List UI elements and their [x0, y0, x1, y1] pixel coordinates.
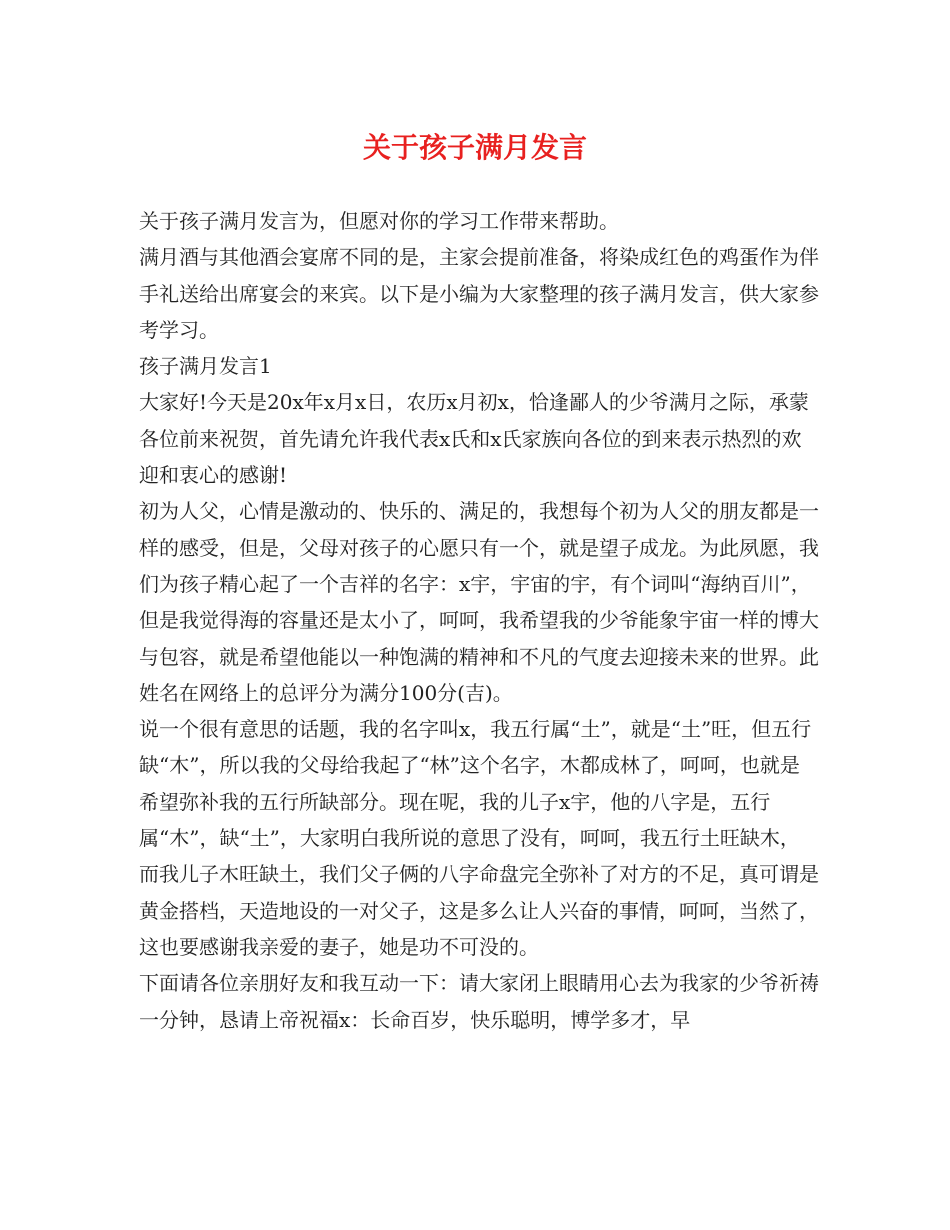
document-body [139, 203, 819, 1038]
document-title: 关于孩子满月发言 [362, 131, 587, 164]
paragraph-interaction: 下面请各位亲朋好友和我互动一下：请大家闭上眼睛用心去为我家的少爷祈祷一分钟，恳请上帝祝福x：长命百岁，快乐聪明，博学多才，早 [139, 971, 819, 1032]
paragraph-naming: 初为人父，心情是激动的、快乐的、满足的，我想每个初为人父的朋友都是一样的感受，但是，父母对孩子的心愿只有一个，就是望子成龙。为此夙愿，我们为孩子精心起了一个吉祥的名字：x宇，宇宙的宇，有个词叫“海纳百川”，但是我觉得海的容量还是太小了，呵呵，我希望我的少爷能象宇宙一样的博大与包容，就是希望他能以一种饱满的精神和不凡的气度去迎接未来的世界。此姓名在网络上的总评分为满分100分(吉)。 [139, 499, 819, 705]
paragraph-greeting: 大家好!今天是20x年x月x日，农历x月初x，恰逢鄙人的少爷满月之际，承蒙各位前来祝贺，首先请允许我代表x氏和x氏家族向各位的到来表示热烈的欢迎和衷心的感谢! [139, 390, 809, 488]
paragraph-background: 满月酒与其他酒会宴席不同的是，主家会提前准备，将染成红色的鸡蛋作为伴手礼送给出席宴会的来宾。以下是小编为大家整理的孩子满月发言，供大家参考学习。 [139, 245, 819, 342]
section-heading: 孩子满月发言1 [139, 354, 272, 379]
paragraph-five-elements: 说一个很有意思的话题，我的名字叫x，我五行属“土”，就是“土”旺，但五行缺“木”，所以我的父母给我起了“林”这个名字，木都成林了，呵呵，也就是希望弥补我的五行所缺部分。现在呢，我的儿子x宇，他的八字是，五行属“木”，缺“土”，大家明白我所说的意思了没有，呵呵，我五行土旺缺木，而我儿子木旺缺土，我们父子俩的八字命盘完全弥补了对方的不足，真可谓是黄金搭档，天造地设的一对父子，这是多么让人兴奋的事情，呵呵，当然了，这也要感谢我亲爱的妻子，她是功不可没的。 [139, 717, 819, 959]
paragraph-intro: 关于孩子满月发言为，但愿对你的学习工作带来帮助。 [139, 209, 619, 233]
